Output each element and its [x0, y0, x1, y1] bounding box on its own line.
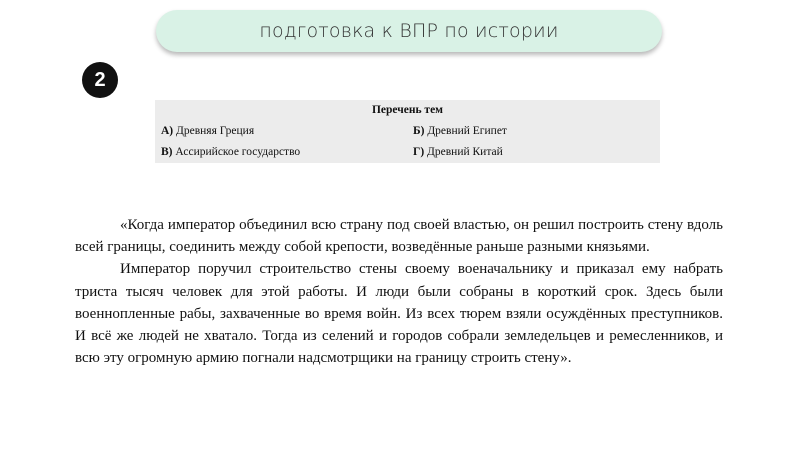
topic-letter: А)	[161, 125, 174, 137]
task-number-badge	[82, 62, 118, 98]
passage-paragraph-2: Император поручил строительство стены своему военачальнику и приказал ему набрать триста тысяч человек для этой работы. И люди были собраны в короткий срок. Здесь были военнопленные рабы, захваченные во время войн. Из всех тюрем взяли осуждённых преступников. И всё же людей не хватало. Тогда из селений и городов собрали земледельцев и ремесленников, и всю эту огромную армию погнали надсмотрщики на границу строить стену».	[75, 261, 723, 367]
topic-letter: Г)	[413, 146, 425, 158]
topic-text: Древний Китай	[427, 146, 503, 158]
topics-heading: Перечень тем	[371, 104, 444, 116]
topic-text: Древняя Греция	[176, 125, 255, 137]
source-passage	[75, 214, 723, 369]
task-number: 2	[94, 68, 106, 91]
topic-item-b	[413, 125, 507, 137]
topic-item-d	[413, 146, 503, 158]
topic-text: Древний Египет	[427, 125, 507, 137]
topic-item-a	[161, 125, 254, 137]
page-header-banner	[156, 10, 662, 52]
topic-letter: В)	[161, 146, 173, 158]
topic-letter: Б)	[413, 125, 425, 137]
passage-paragraph-1: «Когда император объединил всю страну под своей властью, он решил построить стену вдоль всей границы, соединить между собой крепости, возведённые раньше разными князьями.	[75, 217, 723, 256]
topics-table	[155, 100, 660, 163]
topic-text: Ассирийское государство	[175, 146, 301, 158]
topic-item-c	[161, 146, 300, 158]
header-title: подготовка к ВПР по истории	[259, 20, 559, 42]
